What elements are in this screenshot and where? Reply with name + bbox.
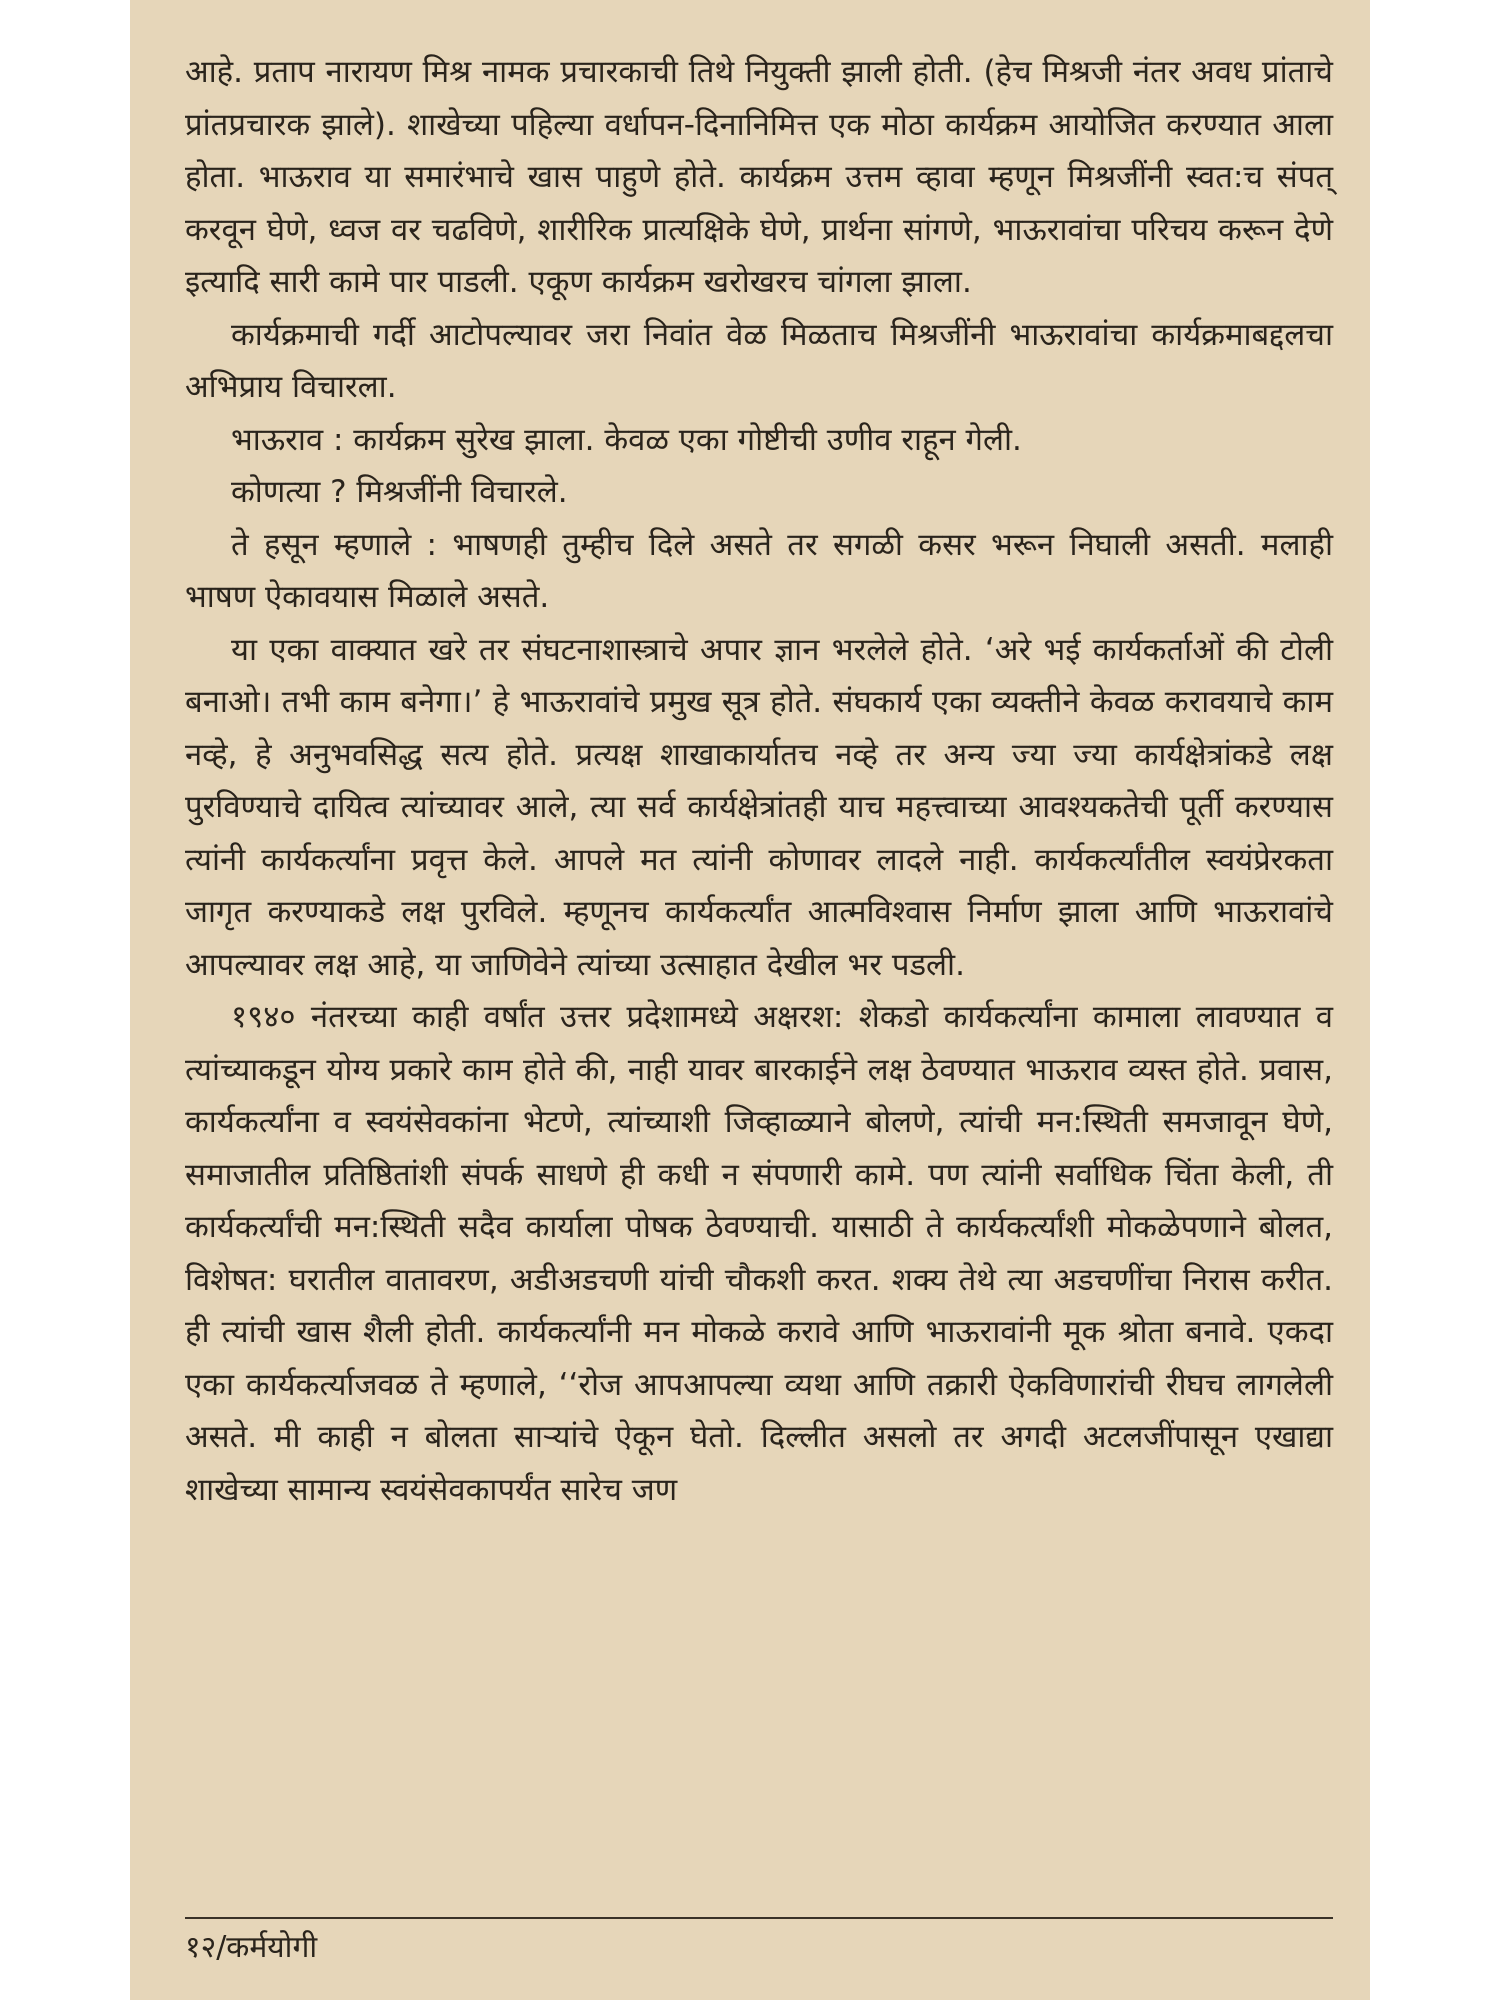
body-text bbox=[185, 46, 1333, 1516]
paragraph-1: आहे. प्रताप नारायण मिश्र नामक प्रचारकाची तिथे नियुक्ती झाली होती. (हेच मिश्रजी नंतर अवध प्रांताचे प्रांतप्रचारक झाले). शाखेच्या पहिल्या वर्धापन-दिनानिमित्त एक मोठा कार्यक्रम आयोजित करण्यात आला होता. भाऊराव या समारंभाचे खास पाहुणे होते. कार्यक्रम उत्तम व्हावा म्हणून मिश्रजींनी स्वत:च संपत् करवून घेणे, ध्वज वर चढविणे, शारीरिक प्रात्यक्षिके घेणे, प्रार्थना सांगणे, भाऊरावांचा परिचय करून देणे इत्यादि सारी कामे पार पाडली. एकूण कार्यक्रम खरोखरच चांगला झाला. bbox=[185, 54, 1333, 300]
paragraph-2: कार्यक्रमाची गर्दी आटोपल्यावर जरा निवांत वेळ मिळताच मिश्रजींनी भाऊरावांचा कार्यक्रमाबद्दलचा अभिप्राय विचारला. bbox=[185, 316, 1333, 405]
paragraph-6: या एका वाक्यात खरे तर संघटनाशास्त्राचे अपार ज्ञान भरलेले होते. ‘अरे भई कार्यकर्ताओं की टोली बनाओ। तभी काम बनेगा।’ हे भाऊरावांचे प्रमुख सूत्र होते. संघकार्य एका व्यक्तीने केवळ करावयाचे काम नव्हे, हे अनुभवसिद्ध सत्य होते. प्रत्यक्ष शाखाकार्यातच नव्हे तर अन्य ज्या ज्या कार्यक्षेत्रांकडे लक्ष पुरविण्याचे दायित्व त्यांच्यावर आले, त्या सर्व कार्यक्षेत्रांतही याच महत्त्वाच्या आवश्यकतेची पूर्ती करण्यास त्यांनी कार्यकर्त्यांना प्रवृत्त केले. आपले मत त्यांनी कोणावर लादले नाही. कार्यकर्त्यांतील स्वयंप्रेरकता जागृत करण्याकडे लक्ष पुरविले. म्हणूनच कार्यकर्त्यांत आत्मविश्वास निर्माण झाला आणि भाऊरावांचे आपल्यावर लक्ष आहे, या जाणिवेने त्यांच्या उत्साहात देखील भर पडली. bbox=[185, 631, 1333, 983]
paragraph-7: १९४० नंतरच्या काही वर्षांत उत्तर प्रदेशामध्ये अक्षरश: शेकडो कार्यकर्त्यांना कामाला लावण्यात व त्यांच्याकडून योग्य प्रकारे काम होते की, नाही यावर बारकाईने लक्ष ठेवण्यात भाऊराव व्यस्त होते. प्रवास, कार्यकर्त्यांना व स्वयंसेवकांना भेटणे, त्यांच्याशी जिव्हाळ्याने बोलणे, त्यांची मन:स्थिती समजावून घेणे, समाजातील प्रतिष्ठितांशी संपर्क साधणे ही कधी न संपणारी कामे. पण त्यांनी सर्वाधिक चिंता केली, ती कार्यकर्त्यांची मन:स्थिती सदैव कार्याला पोषक ठेवण्याची. यासाठी ते कार्यकर्त्यांशी मोकळेपणाने बोलत, विशेषत: घरातील वातावरण, अडीअडचणी यांची चौकशी करत. शक्य तेथे त्या अडचणींचा निरास करीत. ही त्यांची खास शैली होती. कार्यकर्त्यांनी मन मोकळे करावे आणि भाऊरावांनी मूक श्रोता बनावे. एकदा एका कार्यकर्त्याजवळ ते म्हणाले, ‘‘रोज आपआपल्या व्यथा आणि तक्रारी ऐकविणारांची रीघच लागलेली असते. मी काही न बोलता साऱ्यांचे ऐकून घेतो. दिल्लीत असलो तर अगदी अटलजींपासून एखाद्या शाखेच्या सामान्य स्वयंसेवकापर्यंत सारेच जण bbox=[185, 999, 1333, 1508]
paragraph-4: कोणत्या ? मिश्रजींनी विचारले. bbox=[231, 474, 568, 510]
footer-divider bbox=[185, 1917, 1333, 1919]
paragraph-3: भाऊराव : कार्यक्रम सुरेख झाला. केवळ एका गोष्टीची उणीव राहून गेली. bbox=[231, 421, 1022, 458]
page-footer: १२/कर्मयोगी bbox=[185, 1930, 318, 1965]
paragraph-5: ते हसून म्हणाले : भाषणही तुम्हीच दिले असते तर सगळी कसर भरून निघाली असती. मलाही भाषण ऐकावयास मिळाले असते. bbox=[185, 526, 1333, 615]
book-page bbox=[130, 0, 1370, 2000]
